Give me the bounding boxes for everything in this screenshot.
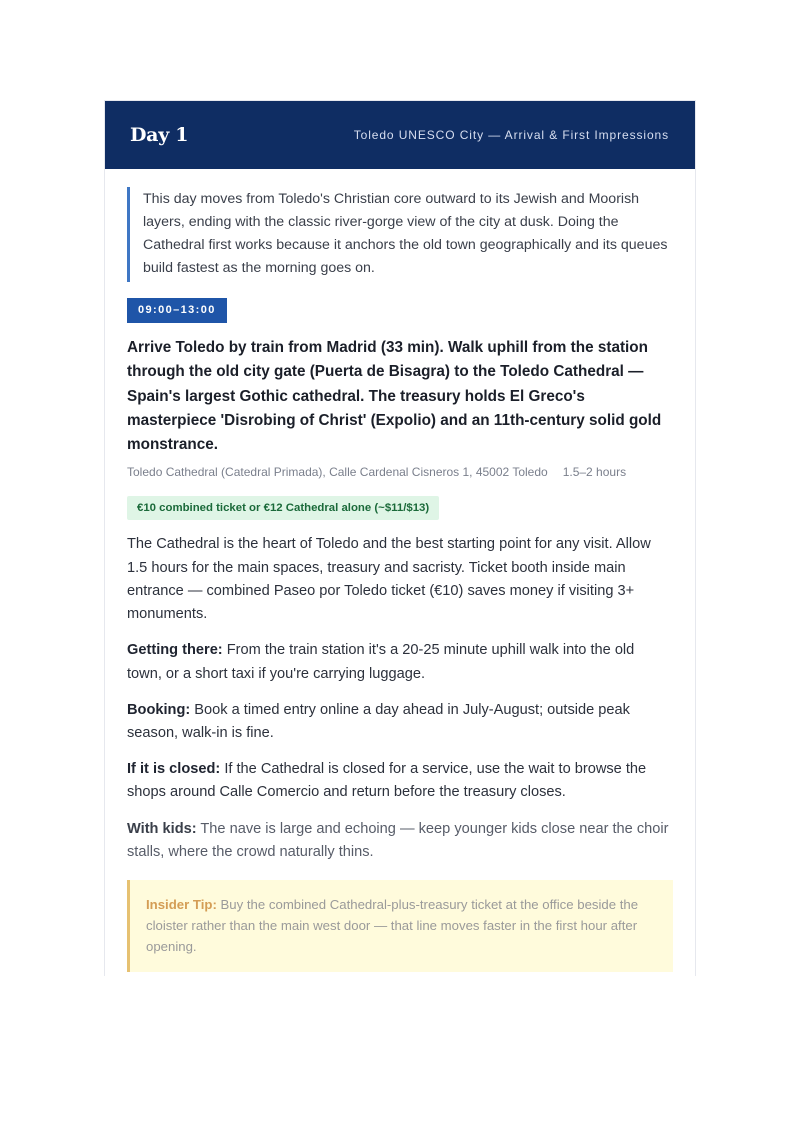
note-label: Getting there: [127, 642, 223, 659]
note-getting-there [127, 639, 673, 685]
insider-tip [127, 880, 673, 972]
time-badge: 09:00–13:00 [127, 298, 227, 323]
activity-title: Arrive Toledo by train from Madrid (33 min). Walk uphill from the station through the old city gate (Puerta de Bisagra) to the Toledo Cathedral — Spain's largest Gothic cathedral. The treasury holds El Greco's masterpiece 'Disrobing of Christ' (Expolio) and an 11th-century solid gold monstrance. [127, 339, 662, 454]
tip-label: Insider Tip: [146, 896, 217, 912]
note-label: Booking: [127, 701, 191, 718]
activity-description: The Cathedral is the heart of Toledo and the best starting point for any visit. Allow 1.5 hours for the main spaces, treasury and sacristy. Ticket booth inside main entrance — combined Paseo por Toledo ticket (€10) saves money if visiting 3+ monuments. [127, 536, 651, 623]
note-if-closed [127, 758, 673, 804]
day-card [104, 100, 696, 976]
note-label: With kids: [127, 820, 197, 837]
note-text: Book a timed entry online a day ahead in July-August; outside peak season, walk-in is fine. [127, 701, 630, 741]
note-label: If it is closed: [127, 761, 221, 778]
note-with-kids [127, 818, 673, 864]
activity-duration: 1.5–2 hours [562, 465, 627, 480]
day-intro: This day moves from Toledo's Christian core outward to its Jewish and Moorish layers, ending with the classic river-gorge view of the city at dusk. Doing the Cathedral first works because it anchors the old town geographically and its queues build fastest as the morning goes on. [127, 187, 673, 282]
price-badge: €10 combined ticket or €12 Cathedral alone (~$11/$13) [127, 496, 439, 520]
day-header [105, 101, 695, 169]
note-text: The nave is large and echoing — keep younger kids close near the choir stalls, where the crowd naturally thins. [127, 820, 669, 860]
activity-location: Toledo Cathedral (Catedral Primada), Calle Cardenal Cisneros 1, 45002 Toledo [127, 465, 548, 480]
note-booking [127, 699, 673, 745]
note-text: If the Cathedral is closed for a service, use the wait to browse the shops around Calle Comercio and return before the treasury closes. [127, 761, 647, 801]
day-title: Day 1 [130, 124, 189, 146]
day-content [105, 169, 695, 972]
tip-text: Buy the combined Cathedral-plus-treasury ticket at the office beside the cloister rather than the main west door — that line moves faster in the first hour after opening. [146, 896, 639, 954]
day-subtitle: Toledo UNESCO City — Arrival & First Impressions [353, 128, 669, 142]
note-text: From the train station it's a 20-25 minute uphill walk into the old town, or a short taxi if you're carrying luggage. [127, 642, 635, 682]
activity-meta [127, 465, 673, 479]
